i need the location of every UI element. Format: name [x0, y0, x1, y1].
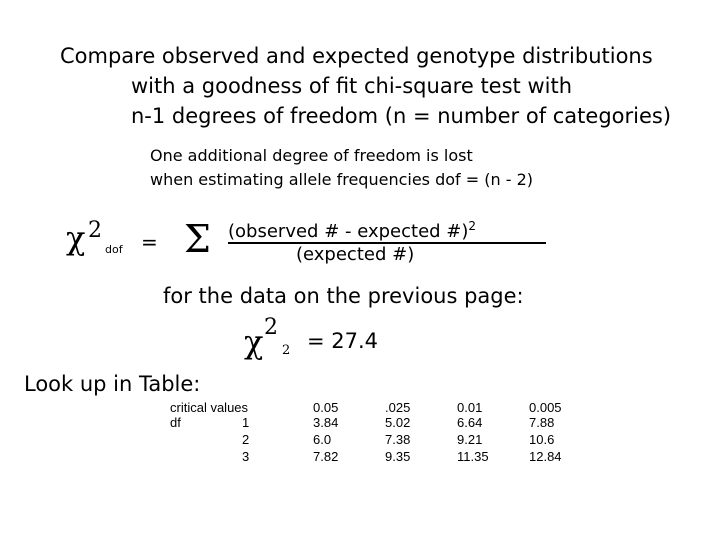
equals-sign: =: [141, 230, 158, 254]
table-df-value: 2: [242, 432, 250, 447]
heading-line-3: n-1 degrees of freedom (n = number of categories): [131, 104, 672, 128]
formula-denominator: (expected #): [296, 244, 415, 265]
table-cell: 12.84: [529, 449, 562, 464]
result-intro: for the data on the previous page:: [163, 284, 524, 308]
note-line-1: One additional degree of freedom is lost: [150, 146, 473, 165]
table-cell: 7.88: [529, 415, 555, 430]
table-column-header: 0.05: [313, 400, 339, 415]
table-column-header: .025: [385, 400, 411, 415]
lookup-label: Look up in Table:: [24, 372, 201, 396]
table-cell: 9.21: [457, 432, 483, 447]
table-cell: 6.64: [457, 415, 483, 430]
result-chi-symbol: χ: [244, 323, 264, 361]
table-header-label: critical values: [170, 400, 249, 415]
result-df-subscript: 2: [282, 343, 291, 358]
table-cell: 6.0: [313, 432, 332, 447]
table-column-header: 0.01: [457, 400, 483, 415]
table-cell: 3.84: [313, 415, 339, 430]
table-column-header: 0.005: [529, 400, 562, 415]
sigma-symbol: Σ: [184, 217, 211, 261]
result-chi-exponent: 2: [264, 315, 278, 340]
table-cell: 10.6: [529, 432, 555, 447]
table-cell: 11.35: [457, 449, 489, 464]
table-df-value: 3: [242, 449, 250, 464]
table-cell: 7.82: [313, 449, 339, 464]
formula-numerator: [228, 220, 476, 241]
table-cell: 5.02: [385, 415, 411, 430]
result-value: = 27.4: [307, 329, 379, 353]
numerator-text: (observed # - expected #): [228, 221, 469, 242]
chi-symbol: χ: [66, 219, 86, 257]
heading-line-1: Compare observed and expected genotype distributions: [60, 44, 653, 68]
table-cell: 9.35: [385, 449, 411, 464]
table-df-label: df: [170, 415, 181, 430]
heading-line-2: with a goodness of fit chi-square test with: [131, 74, 573, 98]
table-cell: 7.38: [385, 432, 411, 447]
table-df-value: 1: [242, 415, 250, 430]
dof-subscript: dof: [105, 243, 123, 256]
chi-exponent: 2: [88, 218, 102, 243]
note-line-2: when estimating allele frequencies dof = (n - 2): [150, 170, 533, 189]
numerator-exponent: 2: [468, 219, 477, 233]
